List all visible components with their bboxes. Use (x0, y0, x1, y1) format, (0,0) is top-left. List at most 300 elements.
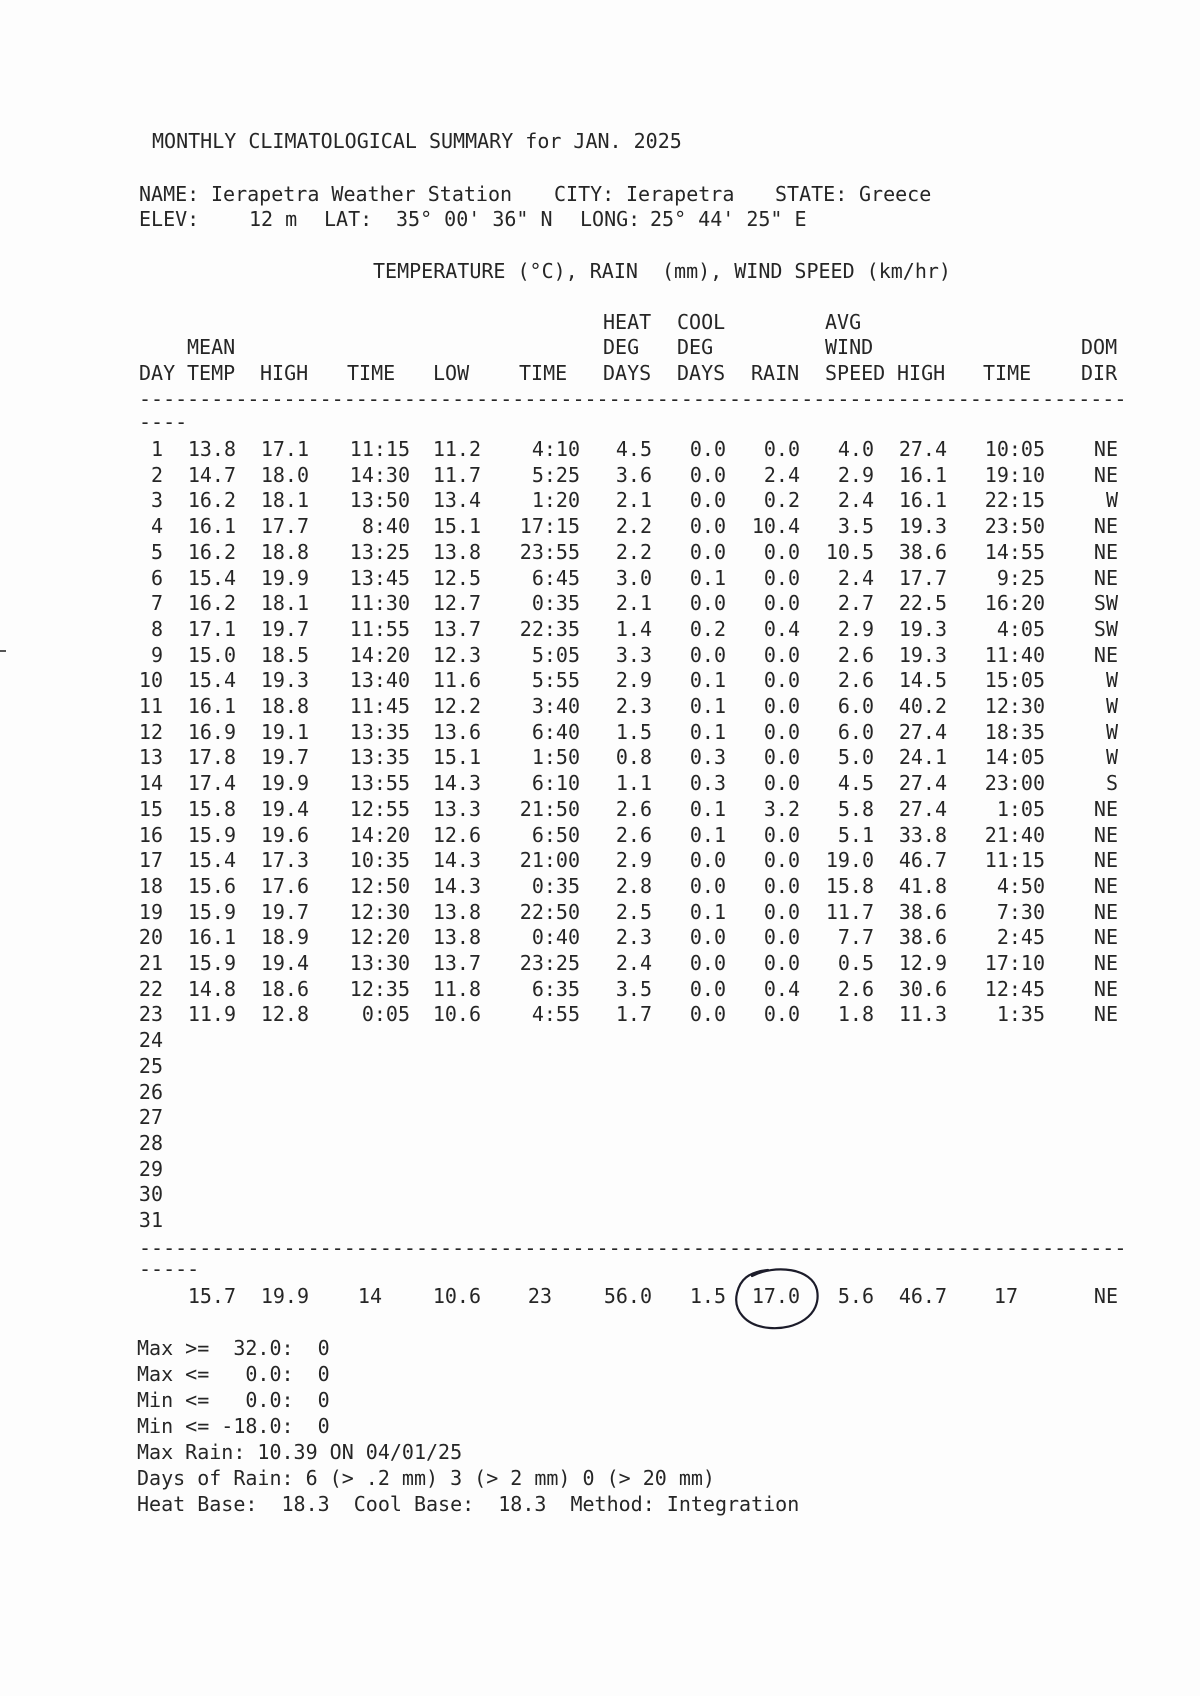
cell-temp-high-time: 14:20 (349, 822, 410, 847)
station-long-value: 25° 44' 25" E (650, 207, 807, 231)
cell-wind-high-time: 11:15 (984, 848, 1045, 873)
handwritten-circle (728, 1262, 828, 1338)
cell-cool-deg-days: 0.0 (689, 951, 726, 975)
cell-heat-deg-days: 0.8 (615, 745, 652, 770)
table-row (0, 1157, 1200, 1181)
cell-temp-high: 17.3 (260, 848, 309, 873)
cell-heat-deg-days: 2.3 (615, 925, 652, 950)
cell-wind-high: 27.4 (898, 437, 947, 461)
cell-dom-dir: NE (1093, 1002, 1118, 1027)
total-cool-deg-days: 1.5 (689, 1284, 726, 1308)
cell-day: 29 (138, 1156, 163, 1181)
table-row (0, 874, 1200, 898)
table-row (0, 1028, 1200, 1052)
cell-rain: 0.0 (763, 822, 800, 847)
table-header-line-2 (0, 335, 1200, 359)
cell-rain: 0.0 (763, 591, 800, 616)
cell-wind-high: 27.4 (898, 771, 947, 796)
cell-day: 27 (138, 1105, 163, 1130)
cell-heat-deg-days: 2.6 (615, 822, 652, 847)
cell-temp-low-time: 0:35 (531, 591, 580, 616)
col-header-rain: RAIN (751, 361, 800, 385)
cell-temp-high: 18.6 (260, 976, 309, 1001)
cell-day: 23 (138, 1002, 163, 1027)
cell-avg-wind-speed: 2.6 (837, 976, 874, 1001)
footer-max-rain-line: Max Rain: 10.39 ON 04/01/25 (137, 1440, 463, 1464)
table-row (0, 617, 1200, 641)
cell-day: 16 (138, 822, 163, 847)
cell-temp-low-time: 6:50 (531, 822, 580, 847)
cell-temp-high-time: 12:20 (349, 925, 410, 950)
cell-wind-high-time: 21:40 (984, 822, 1045, 847)
cell-temp-low: 12.3 (432, 642, 481, 667)
cell-mean-temp: 16.9 (187, 719, 236, 744)
cell-temp-low: 12.5 (432, 565, 481, 590)
cell-rain: 0.0 (763, 771, 800, 796)
cell-rain: 10.4 (751, 514, 800, 539)
station-state-value: Greece (859, 182, 932, 206)
cell-wind-high: 16.1 (898, 488, 947, 513)
cell-temp-low-time: 5:55 (531, 668, 580, 693)
cell-day: 20 (138, 925, 163, 950)
cell-wind-high-time: 15:05 (984, 668, 1045, 693)
cell-temp-low: 11.2 (432, 437, 481, 461)
cell-avg-wind-speed: 4.5 (837, 771, 874, 796)
cell-temp-high: 18.0 (260, 462, 309, 487)
cell-mean-temp: 15.0 (187, 642, 236, 667)
cell-mean-temp: 13.8 (187, 437, 236, 461)
cell-wind-high-time: 18:35 (984, 719, 1045, 744)
cell-temp-low: 13.4 (432, 488, 481, 513)
cell-avg-wind-speed: 11.7 (825, 899, 874, 924)
cell-rain: 0.0 (763, 668, 800, 693)
cell-avg-wind-speed: 6.0 (837, 694, 874, 718)
cell-temp-high-time: 13:40 (349, 668, 410, 693)
cell-wind-high: 12.9 (898, 951, 947, 975)
cell-avg-wind-speed: 2.6 (837, 642, 874, 667)
cell-dom-dir: W (1105, 694, 1118, 718)
cell-rain: 2.4 (763, 462, 800, 487)
table-header-line-1 (0, 310, 1200, 334)
cell-temp-high: 19.1 (260, 719, 309, 744)
cell-temp-high-time: 13:45 (349, 565, 410, 590)
cell-mean-temp: 16.1 (187, 925, 236, 950)
cell-heat-deg-days: 3.5 (615, 976, 652, 1001)
table-row (0, 488, 1200, 512)
cell-temp-low: 11.8 (432, 976, 481, 1001)
cell-temp-low: 13.3 (432, 796, 481, 821)
table-row (0, 643, 1200, 667)
table-row (0, 745, 1200, 769)
total-temp-high: 19.9 (260, 1284, 309, 1308)
cell-cool-deg-days: 0.0 (689, 462, 726, 487)
table-row (0, 771, 1200, 795)
cell-heat-deg-days: 2.6 (615, 796, 652, 821)
cell-temp-low-time: 21:50 (519, 796, 580, 821)
cell-temp-high-time: 10:35 (349, 848, 410, 873)
cell-temp-low-time: 23:55 (519, 539, 580, 564)
cell-heat-deg-days: 1.5 (615, 719, 652, 744)
cell-wind-high: 19.3 (898, 514, 947, 539)
station-lat-value: 35° 00' 36" N (396, 207, 553, 231)
cell-temp-low: 15.1 (432, 745, 481, 770)
cell-temp-high: 19.7 (260, 616, 309, 641)
cell-wind-high: 27.4 (898, 796, 947, 821)
cell-wind-high: 17.7 (898, 565, 947, 590)
cell-temp-high-time: 13:55 (349, 771, 410, 796)
cell-wind-high-time: 4:05 (996, 616, 1045, 641)
table-row (0, 540, 1200, 564)
cell-wind-high-time: 14:05 (984, 745, 1045, 770)
cell-temp-low-time: 6:45 (531, 565, 580, 590)
cell-dom-dir: SW (1093, 591, 1118, 616)
cell-temp-low: 11.7 (432, 462, 481, 487)
cell-wind-high-time: 9:25 (996, 565, 1045, 590)
cell-wind-high-time: 2:45 (996, 925, 1045, 950)
cell-cool-deg-days: 0.1 (689, 796, 726, 821)
cell-mean-temp: 15.9 (187, 951, 236, 975)
col-header-cool-deg-days: DAYS (677, 361, 726, 385)
cell-temp-high-time: 12:35 (349, 976, 410, 1001)
cell-avg-wind-speed: 6.0 (837, 719, 874, 744)
cell-dom-dir: NE (1093, 437, 1118, 461)
cell-cool-deg-days: 0.0 (689, 873, 726, 898)
total-rain: 17.0 (751, 1284, 800, 1308)
cell-rain: 0.2 (763, 488, 800, 513)
cell-temp-high: 18.5 (260, 642, 309, 667)
cell-mean-temp: 16.2 (187, 539, 236, 564)
cell-temp-high-time: 14:20 (349, 642, 410, 667)
cell-day: 9 (150, 642, 163, 667)
cell-cool-deg-days: 0.0 (689, 539, 726, 564)
cell-mean-temp: 15.6 (187, 873, 236, 898)
cell-temp-high-time: 11:15 (349, 437, 410, 461)
total-wind-high-time: 17 (993, 1284, 1018, 1308)
cell-temp-high: 17.6 (260, 873, 309, 898)
cell-temp-high-time: 11:30 (349, 591, 410, 616)
cell-cool-deg-days: 0.0 (689, 591, 726, 616)
cell-wind-high-time: 16:20 (984, 591, 1045, 616)
cell-cool-deg-days: 0.0 (689, 848, 726, 873)
cell-temp-low: 13.7 (432, 616, 481, 641)
cell-wind-high-time: 23:00 (984, 771, 1045, 796)
cell-rain: 0.0 (763, 437, 800, 461)
footer-days-of-rain-line: Days of Rain: 6 (> .2 mm) 3 (> 2 mm) 0 (> 20 mm) (137, 1466, 715, 1490)
cell-wind-high: 27.4 (898, 719, 947, 744)
cell-temp-low: 14.3 (432, 873, 481, 898)
cell-temp-low-time: 6:10 (531, 771, 580, 796)
cell-dom-dir: NE (1093, 642, 1118, 667)
cell-wind-high-time: 17:10 (984, 951, 1045, 975)
cell-avg-wind-speed: 10.5 (825, 539, 874, 564)
table-row (0, 951, 1200, 975)
cell-mean-temp: 14.8 (187, 976, 236, 1001)
table-row (0, 694, 1200, 718)
table-row (0, 668, 1200, 692)
cell-avg-wind-speed: 19.0 (825, 848, 874, 873)
col-header-avg-wind-speed: SPEED (825, 361, 886, 385)
cell-avg-wind-speed: 0.5 (837, 951, 874, 975)
cell-temp-low: 12.7 (432, 591, 481, 616)
cell-heat-deg-days: 2.1 (615, 488, 652, 513)
cell-temp-low-time: 21:00 (519, 848, 580, 873)
summary-footer (137, 1335, 1037, 1517)
cell-day: 25 (138, 1053, 163, 1078)
cell-wind-high: 40.2 (898, 694, 947, 718)
total-temp-low: 10.6 (432, 1284, 481, 1308)
cell-temp-high-time: 14:30 (349, 462, 410, 487)
total-mean-temp: 15.7 (187, 1284, 236, 1308)
cell-wind-high: 30.6 (898, 976, 947, 1001)
cell-dom-dir: NE (1093, 796, 1118, 821)
cell-mean-temp: 16.2 (187, 591, 236, 616)
cell-rain: 0.0 (763, 1002, 800, 1027)
cell-temp-low-time: 1:50 (531, 745, 580, 770)
cell-temp-low-time: 22:50 (519, 899, 580, 924)
totals-row (0, 1284, 1200, 1308)
table-row (0, 977, 1200, 1001)
footer-max-ge-line: Max >= 32.0: 0 (137, 1336, 330, 1360)
cell-temp-low-time: 6:35 (531, 976, 580, 1001)
total-wind-high: 46.7 (898, 1284, 947, 1308)
cell-heat-deg-days: 4.5 (615, 437, 652, 461)
cell-day: 2 (150, 462, 163, 487)
cell-heat-deg-days: 2.2 (615, 514, 652, 539)
cell-wind-high: 38.6 (898, 925, 947, 950)
cell-avg-wind-speed: 15.8 (825, 873, 874, 898)
cell-day: 10 (138, 668, 163, 693)
table-row (0, 514, 1200, 538)
table-row (0, 437, 1200, 461)
total-temp-low-time: 23 (527, 1284, 552, 1308)
cell-cool-deg-days: 0.1 (689, 668, 726, 693)
scan-mark (0, 650, 6, 652)
cell-temp-high: 18.1 (260, 591, 309, 616)
col-header-avg-wind-speed: AVG (825, 310, 862, 334)
cell-avg-wind-speed: 5.0 (837, 745, 874, 770)
col-header-heat-deg-days: DEG (603, 335, 640, 359)
cell-mean-temp: 17.8 (187, 745, 236, 770)
cell-cool-deg-days: 0.1 (689, 719, 726, 744)
cell-wind-high-time: 4:50 (996, 873, 1045, 898)
cell-avg-wind-speed: 5.1 (837, 822, 874, 847)
cell-wind-high: 14.5 (898, 668, 947, 693)
cell-day: 8 (150, 616, 163, 641)
cell-temp-high-time: 13:25 (349, 539, 410, 564)
cell-temp-low-time: 23:25 (519, 951, 580, 975)
station-city-label: CITY: (554, 182, 615, 206)
table-bottom-rule-continuation: ----- (139, 1257, 200, 1281)
cell-dom-dir: NE (1093, 899, 1118, 924)
cell-wind-high-time: 19:10 (984, 462, 1045, 487)
cell-dom-dir: NE (1093, 822, 1118, 847)
cell-heat-deg-days: 2.8 (615, 873, 652, 898)
cell-temp-low: 14.3 (432, 848, 481, 873)
col-header-dom-dir: DIR (1081, 361, 1118, 385)
cell-dom-dir: W (1105, 719, 1118, 744)
cell-cool-deg-days: 0.0 (689, 488, 726, 513)
cell-cool-deg-days: 0.0 (689, 437, 726, 461)
table-row (0, 797, 1200, 821)
cell-heat-deg-days: 1.7 (615, 1002, 652, 1027)
footer-min-le-neg-line: Min <= -18.0: 0 (137, 1414, 330, 1438)
cell-temp-low: 13.7 (432, 951, 481, 975)
cell-wind-high-time: 14:55 (984, 539, 1045, 564)
cell-temp-high-time: 13:35 (349, 745, 410, 770)
cell-heat-deg-days: 3.3 (615, 642, 652, 667)
col-header-mean-temp: TEMP (187, 361, 236, 385)
col-header-heat-deg-days: HEAT (603, 310, 652, 334)
cell-wind-high-time: 22:15 (984, 488, 1045, 513)
table-row (0, 1080, 1200, 1104)
cell-cool-deg-days: 0.1 (689, 899, 726, 924)
table-row (0, 720, 1200, 744)
footer-max-le-line: Max <= 0.0: 0 (137, 1362, 330, 1386)
cell-avg-wind-speed: 5.8 (837, 796, 874, 821)
cell-avg-wind-speed: 1.8 (837, 1002, 874, 1027)
station-elev-label: ELEV: (139, 207, 200, 231)
cell-cool-deg-days: 0.0 (689, 976, 726, 1001)
cell-avg-wind-speed: 7.7 (837, 925, 874, 950)
cell-temp-high: 18.8 (260, 694, 309, 718)
cell-temp-low-time: 5:25 (531, 462, 580, 487)
cell-temp-low-time: 4:55 (531, 1002, 580, 1027)
cell-avg-wind-speed: 2.4 (837, 565, 874, 590)
cell-temp-low-time: 3:40 (531, 694, 580, 718)
cell-cool-deg-days: 0.1 (689, 694, 726, 718)
cell-wind-high-time: 1:35 (996, 1002, 1045, 1027)
cell-day: 21 (138, 951, 163, 975)
cell-rain: 0.0 (763, 694, 800, 718)
cell-temp-high: 19.9 (260, 771, 309, 796)
cell-dom-dir: NE (1093, 539, 1118, 564)
cell-mean-temp: 17.4 (187, 771, 236, 796)
cell-avg-wind-speed: 2.9 (837, 616, 874, 641)
cell-cool-deg-days: 0.0 (689, 642, 726, 667)
station-long-label: LONG: (580, 207, 641, 231)
cell-temp-low-time: 17:15 (519, 514, 580, 539)
cell-temp-low: 13.8 (432, 899, 481, 924)
cell-heat-deg-days: 3.0 (615, 565, 652, 590)
cell-dom-dir: W (1105, 668, 1118, 693)
cell-cool-deg-days: 0.0 (689, 925, 726, 950)
footer-bases-line: Heat Base: 18.3 Cool Base: 18.3 Method: Integration (137, 1492, 800, 1516)
cell-dom-dir: NE (1093, 951, 1118, 975)
cell-day: 19 (138, 899, 163, 924)
cell-temp-low: 12.6 (432, 822, 481, 847)
cell-wind-high: 22.5 (898, 591, 947, 616)
cell-day: 5 (150, 539, 163, 564)
cell-day: 3 (150, 488, 163, 513)
cell-wind-high-time: 12:45 (984, 976, 1045, 1001)
cell-temp-high: 18.1 (260, 488, 309, 513)
cell-wind-high: 19.3 (898, 642, 947, 667)
cell-avg-wind-speed: 2.4 (837, 488, 874, 513)
table-row (0, 566, 1200, 590)
cell-wind-high: 24.1 (898, 745, 947, 770)
cell-temp-low: 11.6 (432, 668, 481, 693)
cell-heat-deg-days: 2.3 (615, 694, 652, 718)
cell-day: 24 (138, 1028, 163, 1053)
table-row (0, 1182, 1200, 1206)
cell-temp-low: 14.3 (432, 771, 481, 796)
total-avg-wind-speed: 5.6 (837, 1284, 874, 1308)
table-row (0, 925, 1200, 949)
cell-temp-low-time: 1:20 (531, 488, 580, 513)
cell-temp-low: 13.8 (432, 925, 481, 950)
total-heat-deg-days: 56.0 (603, 1284, 652, 1308)
cell-temp-high-time: 13:30 (349, 951, 410, 975)
cell-rain: 0.0 (763, 899, 800, 924)
cell-mean-temp: 15.4 (187, 668, 236, 693)
cell-temp-high-time: 8:40 (361, 514, 410, 539)
cell-temp-high: 19.7 (260, 899, 309, 924)
station-elev-value: 12 m (249, 207, 298, 231)
cell-temp-high-time: 11:55 (349, 616, 410, 641)
col-header-avg-wind-speed: WIND (825, 335, 874, 359)
cell-temp-low: 12.2 (432, 694, 481, 718)
cell-avg-wind-speed: 3.5 (837, 514, 874, 539)
cell-temp-low-time: 0:35 (531, 873, 580, 898)
cell-temp-high: 19.4 (260, 951, 309, 975)
cell-mean-temp: 11.9 (187, 1002, 236, 1027)
cell-cool-deg-days: 0.3 (689, 771, 726, 796)
cell-day: 26 (138, 1079, 163, 1104)
units-heading: TEMPERATURE (°C), RAIN (mm), WIND SPEED (km/hr) (373, 259, 951, 283)
col-header-dom-dir: DOM (1081, 335, 1118, 359)
cell-rain: 0.0 (763, 565, 800, 590)
col-header-wind-high: HIGH (897, 361, 946, 385)
cell-cool-deg-days: 0.3 (689, 745, 726, 770)
cell-wind-high-time: 7:30 (996, 899, 1045, 924)
page-title: MONTHLY CLIMATOLOGICAL SUMMARY for JAN. 2025 (152, 129, 682, 153)
cell-rain: 0.0 (763, 925, 800, 950)
cell-wind-high-time: 11:40 (984, 642, 1045, 667)
cell-rain: 0.0 (763, 642, 800, 667)
cell-day: 30 (138, 1182, 163, 1207)
cell-mean-temp: 16.1 (187, 694, 236, 718)
cell-avg-wind-speed: 2.6 (837, 668, 874, 693)
cell-day: 1 (150, 437, 163, 461)
cell-temp-high-time: 13:35 (349, 719, 410, 744)
cell-wind-high: 33.8 (898, 822, 947, 847)
cell-temp-high: 17.1 (260, 437, 309, 461)
cell-temp-high-time: 13:50 (349, 488, 410, 513)
total-dom-dir: NE (1093, 1284, 1118, 1308)
col-header-wind-high-time: TIME (983, 361, 1032, 385)
cell-dom-dir: NE (1093, 925, 1118, 950)
cell-day: 31 (138, 1208, 163, 1232)
cell-mean-temp: 15.4 (187, 848, 236, 873)
cell-rain: 0.0 (763, 539, 800, 564)
cell-day: 22 (138, 976, 163, 1001)
cell-dom-dir: W (1105, 488, 1118, 513)
cell-mean-temp: 15.9 (187, 899, 236, 924)
cell-day: 6 (150, 565, 163, 590)
col-header-cool-deg-days: DEG (677, 335, 714, 359)
cell-avg-wind-speed: 2.7 (837, 591, 874, 616)
col-header-mean-temp: MEAN (187, 335, 236, 359)
footer-min-le-line: Min <= 0.0: 0 (137, 1388, 330, 1412)
col-header-temp-low: LOW (433, 361, 470, 385)
table-row (0, 1208, 1200, 1232)
cell-mean-temp: 15.9 (187, 822, 236, 847)
col-header-cool-deg-days: COOL (677, 310, 726, 334)
cell-dom-dir: SW (1093, 616, 1118, 641)
cell-rain: 0.0 (763, 951, 800, 975)
table-row (0, 1002, 1200, 1026)
table-row (0, 848, 1200, 872)
